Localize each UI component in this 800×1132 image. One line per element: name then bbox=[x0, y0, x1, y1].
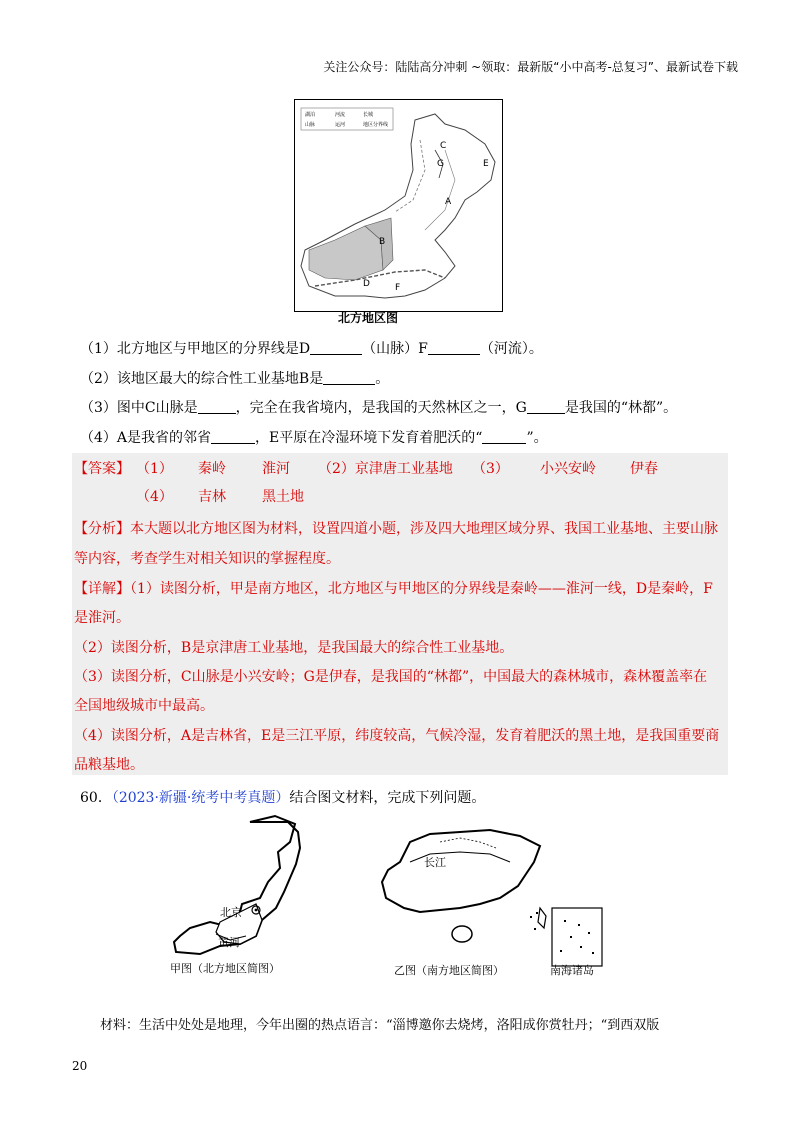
blank-1b bbox=[428, 340, 480, 355]
blank-2 bbox=[323, 370, 375, 385]
page-number: 20 bbox=[72, 1059, 88, 1073]
label-beijing: 北京 bbox=[220, 906, 242, 919]
map-label-d: D bbox=[363, 279, 370, 289]
label-yellow-river: 黄河 bbox=[218, 936, 240, 949]
map-label-g: G bbox=[437, 159, 444, 169]
map-label-b: B bbox=[379, 237, 386, 247]
answer-3-num: （3） bbox=[472, 461, 509, 477]
detail-line-6: （4）读图分析，A是吉林省，E是三江平原，纬度较高，气候冷湿，发育着肥沃的黑土地，是我国重要商 bbox=[74, 728, 720, 744]
question-4: （4）A是我省的邻省 ，E平原在冷湿环境下发育着肥沃的“ ”。 bbox=[80, 430, 548, 446]
analysis-line-1: 【分析】本大题以北方地区图为材料，设置四道小题，涉及四大地理区域分界、我国工业基地、主要山脉 bbox=[74, 521, 718, 537]
legend-river: 河流 bbox=[335, 112, 346, 118]
map-label-a: A bbox=[445, 197, 452, 207]
detail-line-2: 是淮河。 bbox=[74, 610, 130, 626]
map1-caption: 北方地区图 bbox=[338, 311, 399, 325]
detail-line-3: （2）读图分析，B是京津唐工业基地，是我国最大的综合性工业基地。 bbox=[74, 640, 514, 656]
label-yangtze: 长江 bbox=[424, 856, 446, 869]
question-1: （1）北方地区与甲地区的分界线是D （山脉）F （河流）。 bbox=[80, 341, 543, 357]
question-60-source: （2023·新疆·统考中考真题） bbox=[111, 790, 290, 806]
detail-line-7: 品粮基地。 bbox=[74, 757, 144, 773]
answer-4-num: （4） bbox=[136, 489, 173, 505]
north-region-map bbox=[294, 99, 503, 312]
figure-2 bbox=[160, 812, 660, 992]
detail-line-1: 【详解】（1）读图分析，甲是南方地区，北方地区与甲地区的分界线是秦岭——淮河一线，D是秦岭，F bbox=[74, 581, 713, 597]
label-south-china-sea-islands: 南海诸岛 bbox=[550, 964, 594, 977]
question-60: 60．（2023·新疆·统考中考真题）结合图文材料，完成下列问题。 bbox=[80, 790, 486, 806]
legend-mountain: 山脉 bbox=[305, 122, 316, 128]
right-map-caption: 乙图（南方地区简图） bbox=[394, 964, 504, 977]
question-2: （2）该地区最大的综合性工业基地B是 。 bbox=[80, 371, 390, 387]
map-label-c: C bbox=[440, 141, 447, 151]
answer-2: （2）京津唐工业基地 bbox=[318, 461, 453, 477]
page-header: 关注公众号：陆陆高分冲刺 ~领取：最新版“小中高考-总复习”、最新试卷下载 bbox=[323, 60, 738, 74]
answer-4a: 吉林 bbox=[198, 489, 226, 505]
question-3: （3）图中C山脉是 ，完全在我省境内，是我国的天然林区之一，G 是我国的“林都”。 bbox=[80, 400, 678, 416]
detail-line-4: （3）读图分析，C山脉是小兴安岭；G是伊春，是我国的“林都”，中国最大的森林城市，森林覆盖率在 bbox=[74, 669, 708, 685]
blank-1a bbox=[310, 340, 362, 355]
blank-3a bbox=[198, 399, 236, 414]
map-label-f: F bbox=[395, 283, 401, 293]
blank-4a bbox=[211, 429, 255, 444]
legend-lake: 湖泊 bbox=[305, 112, 316, 118]
analysis-line-2: 等内容，考查学生对相关知识的掌握程度。 bbox=[74, 551, 340, 567]
answer-1a: 秦岭 bbox=[198, 461, 226, 477]
answer-tag: 【答案】 bbox=[74, 461, 130, 477]
answer-1-num: （1） bbox=[136, 461, 173, 477]
north-region-map-drawing bbox=[295, 100, 502, 311]
blank-3b bbox=[527, 399, 565, 414]
detail-line-5: 全国地级城市中最高。 bbox=[74, 698, 214, 714]
answer-3b: 伊春 bbox=[630, 461, 658, 477]
blank-4b bbox=[482, 429, 526, 444]
legend-boundary: 地区分界线 bbox=[363, 122, 389, 128]
map-label-e: E bbox=[483, 159, 489, 169]
legend-great-wall: 长城 bbox=[363, 112, 374, 118]
legend-canal: 运河 bbox=[335, 122, 346, 128]
answer-4b: 黑土地 bbox=[262, 489, 304, 505]
answer-3a: 小兴安岭 bbox=[540, 461, 596, 477]
answer-1b: 淮河 bbox=[262, 461, 290, 477]
left-map-caption: 甲图（北方地区简图） bbox=[170, 962, 280, 975]
material-text: 材料：生活中处处是地理，今年出圈的热点语言：“淄博邀你去烧烤，洛阳成你赏牡丹；“到西双版 bbox=[100, 1018, 660, 1033]
